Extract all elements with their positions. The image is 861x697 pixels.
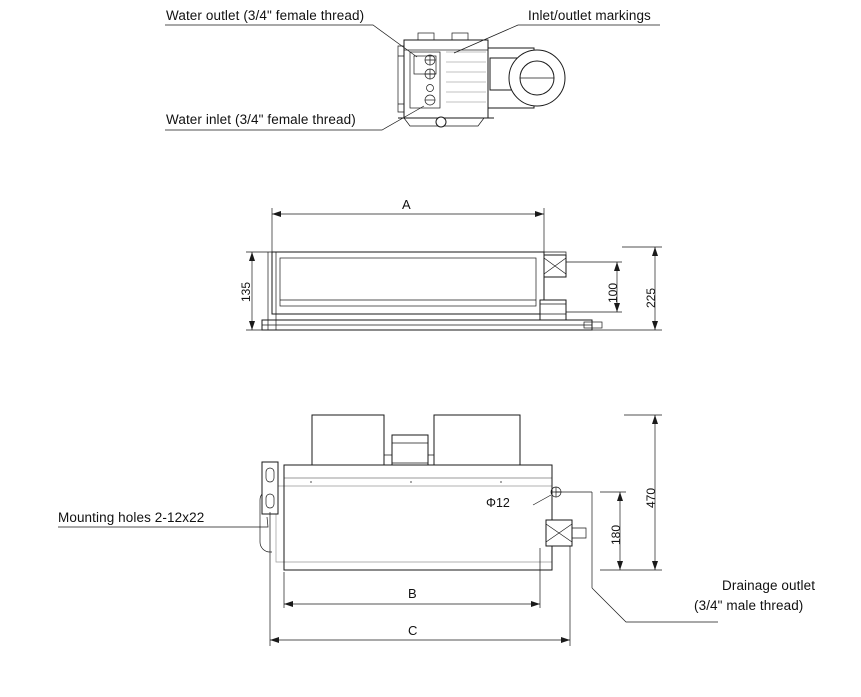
dimension-100: 100 — [606, 282, 620, 303]
dimension-b: B — [408, 586, 417, 601]
dimension-c: C — [408, 623, 418, 638]
top-plan-view — [260, 415, 592, 588]
dimension-180: 180 — [609, 524, 623, 545]
dimension-a: A — [402, 197, 411, 212]
dimension-225: 225 — [644, 287, 658, 308]
callout-mounting-holes: Mounting holes 2-12x22 — [58, 510, 205, 525]
dimension-135: 135 — [239, 281, 253, 302]
callout-hole-diameter: Φ12 — [486, 496, 510, 510]
front-elevation-view — [262, 252, 602, 330]
detail-view-top — [398, 33, 565, 127]
dimension-470: 470 — [644, 487, 658, 508]
callout-drainage-outlet-line-1: Drainage outlet — [722, 578, 816, 593]
callout-water-inlet: Water inlet (3/4" female thread) — [166, 112, 356, 127]
callout-drainage-outlet-line-2: (3/4" male thread) — [694, 598, 804, 613]
callout-inlet-outlet-markings: Inlet/outlet markings — [528, 8, 651, 23]
callout-water-outlet: Water outlet (3/4" female thread) — [166, 8, 365, 23]
